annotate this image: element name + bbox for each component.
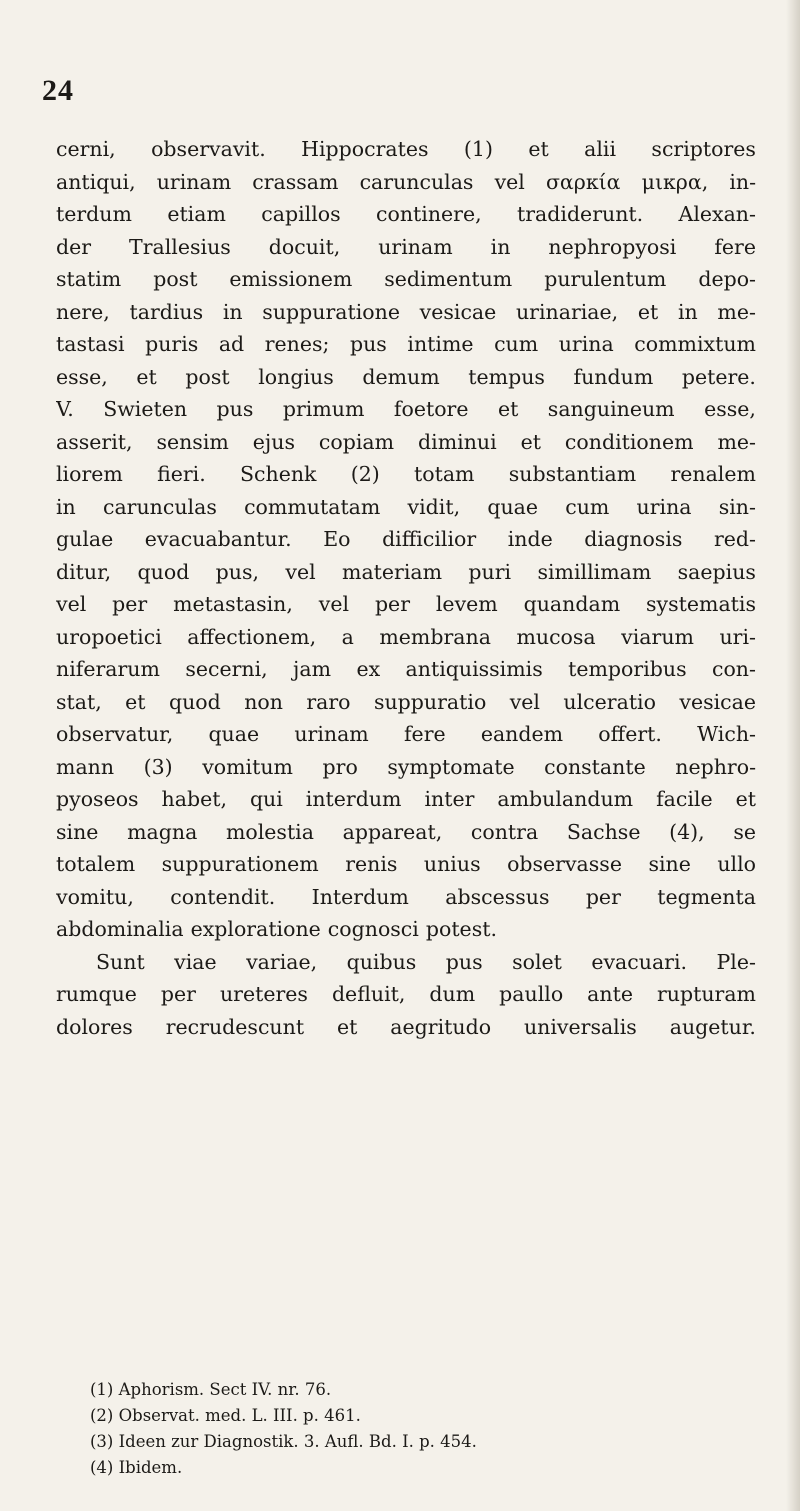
word: statim xyxy=(56,267,122,291)
word: uri- xyxy=(719,624,756,649)
word: et xyxy=(337,1014,358,1039)
word: ante xyxy=(587,982,633,1006)
word: jam xyxy=(293,657,332,681)
word: me- xyxy=(717,429,756,454)
word: vidit, xyxy=(407,494,461,519)
word: capillos xyxy=(261,202,341,226)
word: quandam xyxy=(523,592,621,616)
word: in xyxy=(677,299,698,324)
word: per xyxy=(374,592,410,616)
word: ambulandum xyxy=(497,787,634,811)
text-line xyxy=(56,913,756,946)
word: fundum xyxy=(573,364,654,389)
text-line xyxy=(56,1011,756,1044)
word: cum xyxy=(494,332,539,356)
word: pro xyxy=(322,754,358,779)
word: asserit, xyxy=(56,429,133,454)
word: Trallesius xyxy=(129,234,231,259)
word: sanguineum xyxy=(547,397,675,421)
word: Interdum xyxy=(311,884,409,909)
word: variae, xyxy=(246,949,318,974)
word: urinam xyxy=(294,722,369,746)
word: nere, xyxy=(56,299,110,324)
word: urina xyxy=(636,494,692,519)
word: qui xyxy=(249,787,283,811)
word: per xyxy=(585,884,621,909)
word: defluit, xyxy=(331,982,406,1006)
word: raro xyxy=(306,689,351,714)
text-line xyxy=(56,881,756,914)
word: vomitu, xyxy=(56,884,134,909)
word: diagnosis xyxy=(584,527,683,551)
word: tempus xyxy=(468,364,545,389)
word: cognosci xyxy=(327,917,419,941)
word: quibus xyxy=(346,949,417,974)
word: (4), xyxy=(669,819,705,844)
word: simillimam xyxy=(537,559,652,584)
word: stat, xyxy=(56,689,102,714)
word: vel xyxy=(494,169,525,194)
word: et xyxy=(125,689,146,714)
word: ulceratio xyxy=(563,689,656,714)
word: mann xyxy=(56,754,115,779)
word: recrudescunt xyxy=(165,1014,305,1039)
text-line xyxy=(56,783,756,816)
text-line xyxy=(56,686,756,719)
word: Ple- xyxy=(716,949,756,974)
word: (3) xyxy=(143,754,173,779)
word: σαρκία xyxy=(545,169,621,194)
word: terdum xyxy=(56,202,132,226)
word: affectionem, xyxy=(187,624,317,649)
word: Sachse xyxy=(566,819,641,844)
text-line xyxy=(56,491,756,524)
word: appareat, xyxy=(342,819,443,844)
word: pus xyxy=(349,332,387,356)
word: liorem xyxy=(56,462,123,486)
text-line xyxy=(56,848,756,881)
word: sedimentum xyxy=(384,267,513,291)
word: inter xyxy=(424,787,475,811)
word: vel xyxy=(56,592,87,616)
text-line xyxy=(56,361,756,394)
word: constante xyxy=(544,754,646,779)
text-line xyxy=(56,393,756,426)
word: Alexan- xyxy=(678,202,756,226)
word: esse, xyxy=(56,364,108,389)
word: mucosa xyxy=(516,624,596,649)
word: commixtum xyxy=(634,332,756,356)
word: ullo xyxy=(717,852,756,876)
word: contra xyxy=(470,819,539,844)
word: quae xyxy=(487,494,539,519)
word: interdum xyxy=(305,787,402,811)
word: Schenk xyxy=(239,462,317,486)
word: (1) xyxy=(463,137,493,161)
word: der xyxy=(56,234,92,259)
text-line xyxy=(56,718,756,751)
word: in- xyxy=(729,169,756,194)
text-line xyxy=(56,978,756,1011)
word: metastasin, xyxy=(173,592,293,616)
word: depo- xyxy=(698,267,756,291)
word: uropoetici xyxy=(56,624,162,649)
word: in xyxy=(222,299,243,324)
word: pus, xyxy=(215,559,260,584)
word: con- xyxy=(711,657,756,681)
word: fieri. xyxy=(157,462,206,486)
text-line xyxy=(56,231,756,264)
word: petere. xyxy=(681,364,756,389)
word: copiam xyxy=(318,429,395,454)
word: Wich- xyxy=(697,722,756,746)
footnotes xyxy=(90,1377,750,1481)
word: facile xyxy=(656,787,713,811)
word: vesicae xyxy=(679,689,756,714)
word: secerni, xyxy=(185,657,268,681)
word: Sunt xyxy=(96,949,145,974)
word: renalem xyxy=(670,462,756,486)
word: substantiam xyxy=(508,462,637,486)
page-edge-shadow xyxy=(786,0,800,1511)
word: scriptores xyxy=(651,137,756,161)
word: continere, xyxy=(376,202,482,226)
word: post xyxy=(153,267,198,291)
word: rumque xyxy=(56,982,137,1006)
word: Hippocrates xyxy=(301,137,429,161)
word: urinam xyxy=(156,169,232,194)
word: red- xyxy=(713,527,756,551)
word: ejus xyxy=(252,429,295,454)
text-line xyxy=(56,588,756,621)
word: quae xyxy=(208,722,260,746)
word: pus xyxy=(216,397,254,421)
word: et xyxy=(637,299,659,324)
word: dum xyxy=(429,982,476,1006)
word: aegritudo xyxy=(390,1014,492,1039)
word: carunculas xyxy=(102,494,217,519)
word: (2) xyxy=(350,462,380,486)
word: urina xyxy=(558,332,614,356)
word: et xyxy=(136,364,157,389)
word: se xyxy=(733,819,756,844)
word: observavit. xyxy=(151,137,266,161)
text-line xyxy=(56,816,756,849)
word: me- xyxy=(717,299,756,324)
word: etiam xyxy=(167,202,226,226)
word: docuit, xyxy=(268,234,341,259)
word: offert. xyxy=(598,722,662,746)
word: conditionem xyxy=(564,429,694,454)
word: urinam xyxy=(378,234,453,259)
word: commutatam xyxy=(244,494,381,519)
word: suppuratione xyxy=(262,299,400,324)
word: et xyxy=(528,137,549,161)
word: μικρα, xyxy=(641,169,709,194)
word: evacuari. xyxy=(591,949,688,974)
word: tegmenta xyxy=(657,884,756,909)
word: fere xyxy=(403,722,446,746)
text-line xyxy=(56,653,756,686)
text-line xyxy=(56,621,756,654)
word: cerni, xyxy=(56,137,116,161)
text-line xyxy=(56,523,756,556)
word: viarum xyxy=(621,624,694,649)
word: magna xyxy=(127,819,198,844)
word: observatur, xyxy=(56,722,174,746)
word: inde xyxy=(507,527,553,551)
footnote: (4) Ibidem. xyxy=(90,1458,183,1477)
word: unius xyxy=(423,852,481,876)
word: et xyxy=(497,397,519,421)
word: vel xyxy=(509,689,540,714)
word: emissionem xyxy=(229,267,353,291)
word: gulae xyxy=(56,527,114,551)
word: ad xyxy=(218,332,245,356)
word: antiquissimis xyxy=(405,657,543,681)
word: tradiderunt. xyxy=(517,202,644,226)
word: foetore xyxy=(393,397,469,421)
word: symptomate xyxy=(387,754,515,779)
word: renis xyxy=(345,852,398,876)
word: saepius xyxy=(677,559,756,584)
word: vel xyxy=(318,592,350,616)
word: augetur. xyxy=(669,1014,756,1039)
word: suppurationem xyxy=(161,852,319,876)
footnote: (2) Observat. med. L. III. p. 461. xyxy=(90,1406,361,1425)
footnote: (1) Aphorism. Sect IV. nr. 76. xyxy=(90,1380,332,1399)
word: in xyxy=(56,494,76,519)
word: longius xyxy=(258,364,334,389)
word: solet xyxy=(512,949,562,974)
word: sine xyxy=(648,852,691,876)
word: ureteres xyxy=(219,982,308,1006)
word: vesicae xyxy=(419,299,497,324)
word: demum xyxy=(362,364,440,389)
word: puri xyxy=(468,559,512,584)
word: alii xyxy=(584,137,617,161)
main-text xyxy=(56,133,756,1043)
word: suppuratio xyxy=(373,689,487,714)
word: cum xyxy=(565,494,610,519)
word: potest. xyxy=(425,917,497,941)
word: temporibus xyxy=(568,657,687,681)
word: pus xyxy=(445,949,483,974)
word: exploratione xyxy=(190,917,321,941)
word: et xyxy=(520,429,541,454)
word: ditur, xyxy=(56,559,112,584)
word: totalem xyxy=(56,852,136,876)
word: Eo xyxy=(323,527,351,551)
word: per xyxy=(112,592,148,616)
text-line xyxy=(56,458,756,491)
word: habet, xyxy=(161,787,227,811)
word: primum xyxy=(282,397,365,421)
word: post xyxy=(185,364,230,389)
text-line xyxy=(56,751,756,784)
text-line xyxy=(56,263,756,296)
word: puris xyxy=(145,332,199,356)
text-line xyxy=(56,556,756,589)
word: vomitum xyxy=(202,754,293,779)
word: contendit. xyxy=(170,884,276,909)
word: evacuabantur. xyxy=(144,527,292,551)
text-line xyxy=(56,166,756,199)
word: vel xyxy=(285,559,316,584)
word: a xyxy=(341,624,354,649)
word: quod xyxy=(137,559,190,584)
word: V. xyxy=(56,397,74,421)
page-number: 24 xyxy=(42,74,74,107)
word: abdominalia xyxy=(56,917,184,941)
word: sin- xyxy=(718,494,756,519)
word: renes; xyxy=(264,332,330,356)
word: materiam xyxy=(342,559,443,584)
word: difficilior xyxy=(382,527,477,551)
word: membrana xyxy=(379,624,491,649)
word: ex xyxy=(356,657,381,681)
word: molestia xyxy=(225,819,314,844)
word: sine xyxy=(56,819,99,844)
text-line xyxy=(56,133,756,166)
word: viae xyxy=(174,949,217,974)
word: observasse xyxy=(507,852,622,876)
word: antiqui, xyxy=(56,169,136,194)
word: dolores xyxy=(56,1014,133,1039)
word: esse, xyxy=(704,397,756,421)
word: totam xyxy=(414,462,475,486)
word: diminui xyxy=(418,429,497,454)
word: universalis xyxy=(523,1014,637,1039)
word: rupturam xyxy=(656,982,756,1006)
word: et xyxy=(735,787,756,811)
word: systematis xyxy=(646,592,756,616)
word: nephropyosi xyxy=(548,234,677,259)
word: per xyxy=(160,982,196,1006)
word: non xyxy=(244,689,283,714)
word: eandem xyxy=(480,722,564,746)
word: intime xyxy=(407,332,474,356)
word: abscessus xyxy=(445,884,550,909)
word: nephro- xyxy=(675,754,756,779)
word: niferarum xyxy=(56,657,160,681)
word: carunculas xyxy=(359,169,474,194)
word: in xyxy=(490,234,511,259)
footnote: (3) Ideen zur Diagnostik. 3. Aufl. Bd. I. p. 454. xyxy=(90,1432,477,1451)
word: purulentum xyxy=(544,267,667,291)
word: crassam xyxy=(252,169,339,194)
text-line xyxy=(56,426,756,459)
word: tastasi xyxy=(56,332,125,356)
text-line xyxy=(56,328,756,361)
word: sensim xyxy=(156,429,229,454)
text-line xyxy=(56,296,756,329)
word: tardius xyxy=(129,299,204,324)
word: levem xyxy=(435,592,498,616)
word: quod xyxy=(168,689,221,714)
word: urinariae, xyxy=(515,299,619,324)
word: fere xyxy=(714,234,756,259)
text-line xyxy=(56,946,756,979)
word: pyoseos xyxy=(56,787,139,811)
word: Swieten xyxy=(103,397,188,421)
text-line xyxy=(56,198,756,231)
word: paullo xyxy=(499,982,564,1006)
